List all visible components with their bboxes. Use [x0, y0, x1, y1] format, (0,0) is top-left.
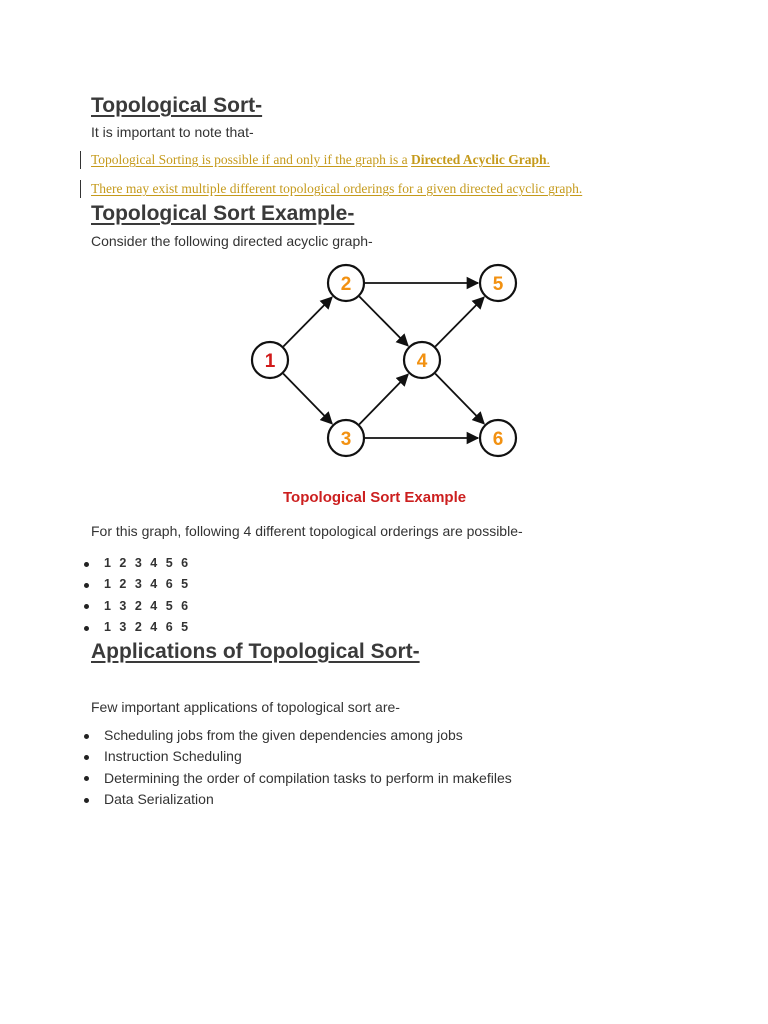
note-multiple-text: There may exist multiple different topological orderings for a given directed acyclic graph. [91, 181, 583, 196]
graph-node-6 [480, 420, 516, 456]
dag-graph [0, 0, 768, 480]
graph-edge-4-5 [435, 297, 484, 346]
ordering-item: 1 3 2 4 6 5 [83, 617, 191, 638]
application-item: Determining the order of compilation tasks to perform in makefiles [83, 768, 512, 789]
applications-intro: Few important applications of topological sort are- [91, 699, 400, 715]
heading-topological-sort: Topological Sort- [91, 94, 263, 117]
graph-node-3 [328, 420, 364, 456]
ordering-item: 1 2 3 4 5 6 [83, 553, 191, 574]
graph-node-label: 2 [340, 274, 352, 295]
graph-caption: Topological Sort Example [283, 489, 467, 506]
note-dag-end: . [546, 152, 550, 167]
graph-node-4 [404, 342, 440, 378]
graph-node-5 [480, 265, 516, 301]
graph-node-label: 1 [264, 351, 276, 372]
graph-edge-3-4 [359, 374, 408, 424]
heading-example: Topological Sort Example- [91, 202, 355, 225]
graph-edge-1-3 [283, 374, 332, 424]
application-item: Data Serialization [83, 789, 512, 810]
applications-list [83, 725, 512, 810]
application-item: Scheduling jobs from the given dependencies among jobs [83, 725, 512, 746]
note-dag-bold: Directed Acyclic Graph [411, 152, 547, 167]
graph-node-label: 6 [492, 429, 504, 450]
graph-node-2 [328, 265, 364, 301]
graph-node-label: 5 [492, 274, 504, 295]
graph-edge-4-6 [435, 374, 484, 424]
note-dag-text: Topological Sorting is possible if and only if the graph is a [91, 152, 408, 167]
orderings-list [83, 553, 191, 638]
graph-node-label: 3 [340, 429, 352, 450]
graph-edge-2-4 [359, 297, 408, 346]
intro-note: It is important to note that- [91, 124, 254, 140]
graph-node-label: 4 [416, 351, 428, 372]
heading-applications: Applications of Topological Sort- [91, 640, 420, 663]
orderings-intro: For this graph, following 4 different topological orderings are possible- [91, 523, 523, 539]
ordering-item: 1 2 3 4 6 5 [83, 574, 191, 595]
graph-edge-1-2 [283, 297, 332, 346]
example-intro: Consider the following directed acyclic graph- [91, 233, 373, 249]
graph-node-1 [252, 342, 288, 378]
ordering-item: 1 3 2 4 5 6 [83, 596, 191, 617]
application-item: Instruction Scheduling [83, 746, 512, 767]
